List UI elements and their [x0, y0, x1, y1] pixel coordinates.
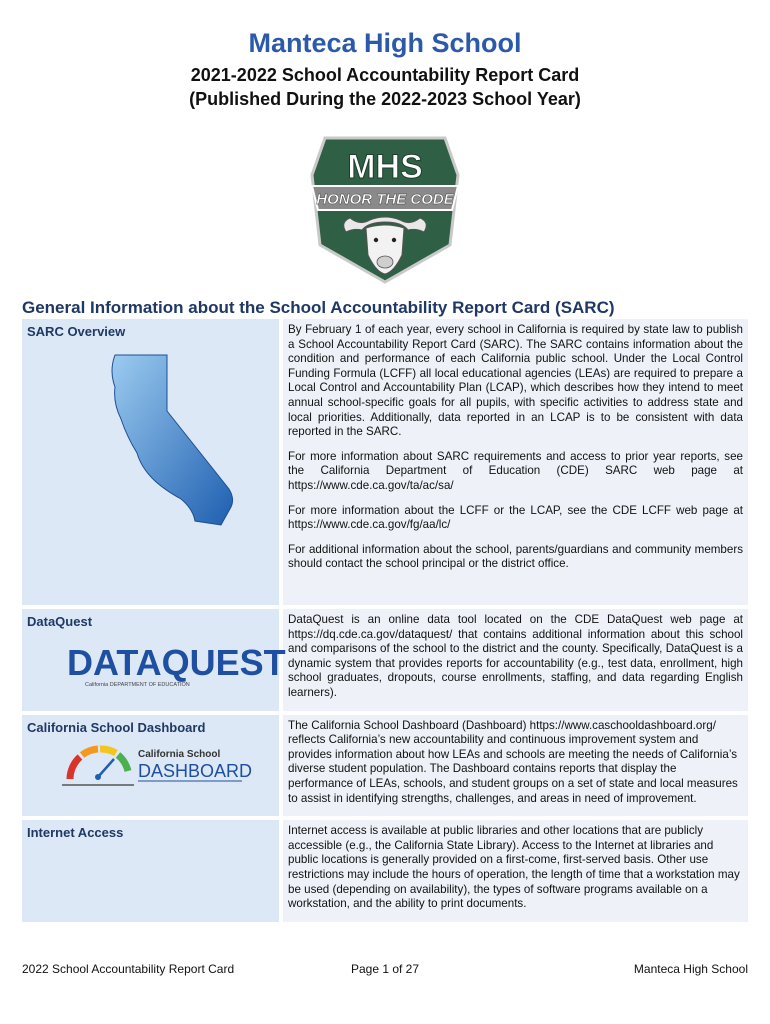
dashboard-text	[283, 715, 748, 807]
svg-text:DASHBOARD: DASHBOARD	[138, 760, 253, 781]
dataquest-paragraph: DataQuest is an online data tool located on the CDE DataQuest web page at https://dq.cde.ca.gov/dataquest/ that contains additional information about this school and comparisons of the school to the district and the county. Specifically, DataQuest is a dynamic system that provides reports for accountability (e.g., test data, enrollment, high school graduates, dropouts, course enrollments, staffing, and data regarding English learners).	[288, 613, 743, 699]
mhs-honor-the-code-logo	[310, 130, 460, 285]
row-content-cell	[281, 607, 748, 713]
school-name: Manteca High School	[248, 28, 522, 58]
svg-text:MHS: MHS	[347, 148, 423, 186]
sarc-overview-label: SARC Overview	[27, 324, 126, 339]
row-label-cell	[22, 607, 286, 713]
sarc-overview-paragraph: For more information about the LCFF or the LCAP, see the CDE LCFF web page at https://www.cde.ca.gov/fg/aa/lc/	[288, 503, 743, 532]
california-school-dashboard-logo	[62, 741, 252, 791]
report-subtitle: (Published During the 2022-2023 School Year)	[189, 89, 581, 109]
internet-access-label: Internet Access	[27, 825, 124, 841]
row-label-cell	[22, 818, 281, 924]
table-row	[22, 607, 748, 713]
dataquest-logo	[67, 639, 286, 689]
sarc-info-table	[22, 319, 748, 926]
internet-access-paragraph: Internet access is available at public libraries and other locations that are publicly accessible (e.g., the California State Library). Access to the Internet at libraries and public locations is generally provided on a first-come, first-served basis. Other use restrictions may include the hours of operation, the length of time that a workstation may be used (depending on availability), the types of software programs available on a workstation, and the ability to print documents.	[288, 824, 740, 911]
dataquest-label: DataQuest	[27, 614, 93, 629]
footer-page-number: Page 1 of 27	[350, 962, 420, 976]
svg-text:California School: California School	[138, 748, 221, 760]
sarc-overview-paragraph: For more information about SARC requirements and access to prior year reports, see the California Department of Education (CDE) SARC web page at https://www.cde.ca.gov/ta/ac/sa/	[288, 449, 743, 492]
dataquest-text	[283, 609, 748, 701]
dashboard-paragraph: The California School Dashboard (Dashboard) https://www.caschooldashboard.org/ reflects California’s new accountability and continuous improvement system and provides information about how LEAs and schools are meeting the needs of California’s diverse student population. The Dashboard contains reports that display the performance of LEAs, schools, and student groups on a set of state and local measures to assist in identifying strengths, challenges, and areas in need of improvement.	[288, 718, 738, 805]
dashboard-label: California School Dashboard	[27, 719, 206, 735]
svg-text:California DEPARTMENT OF EDUCA: California DEPARTMENT OF EDUCATION	[85, 682, 190, 688]
sarc-overview-paragraph: By February 1 of each year, every school in California is required by state law to publish a School Accountability Report Card (SARC). The SARC contains information about the condition and performance of each California public school. Under the Local Control Funding Formula (LCFF) all local educational agencies (LEAs) are required to prepare a Local Control and Accountability Plan (LCAP), which describes how they intend to meet annual school-specific goals for all pupils, with specific activities to address state and local priorities. Additionally, data reported in an LCAP is to be consistent with data reported in the SARC.	[288, 323, 743, 439]
california-map-icon	[97, 349, 247, 529]
svg-text:DATAQUEST: DATAQUEST	[67, 642, 286, 683]
footer-report-name: 2022 School Accountability Report Card	[22, 962, 235, 976]
table-row	[22, 319, 748, 607]
row-content-cell	[281, 818, 748, 924]
table-row	[22, 818, 748, 924]
footer-school-name: Manteca High School	[633, 962, 748, 976]
section-title: General Information about the School Accountability Report Card (SARC)	[22, 298, 615, 317]
sarc-overview-paragraph: For additional information about the school, parents/guardians and community members should contact the school principal or the district office.	[288, 542, 743, 571]
row-label-cell	[22, 319, 281, 607]
row-label-cell	[22, 713, 281, 819]
row-content-cell	[281, 713, 748, 819]
report-title: 2021-2022 School Accountability Report Card	[190, 65, 580, 85]
row-content-cell	[281, 319, 748, 607]
table-row	[22, 713, 748, 819]
internet-access-text	[283, 820, 748, 912]
svg-text:HONOR THE CODE: HONOR THE CODE	[316, 191, 454, 208]
sarc-overview-text	[283, 319, 748, 572]
